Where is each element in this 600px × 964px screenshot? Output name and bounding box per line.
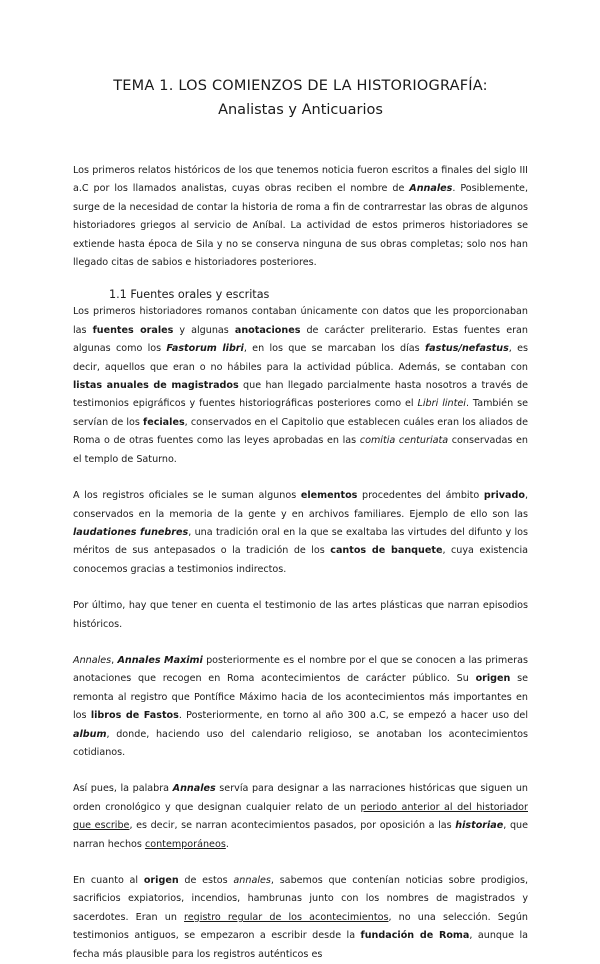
intro-paragraph: Los primeros relatos históricos de los que tenemos noticia fueron escritos a finales del siglo III a.C por los llamados analistas, cuyas obras reciben el nombre de Annales. Posiblemente, surge de la necesidad de contar la historia de roma a fin de contrarrestar las obras de algunos historiadores griegos al servicio de Aníbal. La actividad de estos primeros historiadores se extiende hasta época de Sila y no se conserva ninguna de sus obras completas; solo nos han llegado citas de sabios e historiadores posteriores. [73, 165, 528, 269]
paragraph-definicion: Así pues, la palabra Annales servía para designar a las narraciones históricas que siguen un orden cronológico y que designan cualquier relato de un periodo anterior al del historiador que escribe, es decir, se narran acontecimientos pasados, por oposición a las historiae, que narran hechos contemporáneos. [73, 783, 529, 850]
paragraph-origen: En cuanto al origen de estos annales, sabemos que contenían noticias sobre prodigios, sacrificios expiatorios, incendios, hambrunas junto con los nombres de magistrados y sacerdotes. Eran un registro regular de los acontecimientos, no una selección. Según testimonios antiguos, se empezaron a escribir desde la fundación de Roma, aunque la fecha más plausible para los registros auténticos es [73, 875, 529, 960]
paragraph-artes: Por último, hay que tener en cuenta el testimonio de las artes plásticas que narran episodios históricos. [73, 600, 528, 630]
paragraph-privados: A los registros oficiales se le suman algunos elementos procedentes del ámbito privado, conservados en la memoria de la gente y en archivos familiares. Ejemplo de ello son las laudationes funebres, una tradición oral en la que se exaltaba las virtudes del difunto y los méritos de sus antepasados o la tradición de los cantos de banquete, cuya existencia conocemos gracias a testimonios indirectos. [73, 490, 528, 575]
paragraph-annales-maximi: Annales, Annales Maximi posteriormente es el nombre por el que se conocen a las primeras anotaciones que recogen en Roma acontecimientos de carácter público. Su origen se remonta al registro que Pontífice Máximo hacia de los acontecimientos más importantes en los libros de Fastos. Posteriormente, en torno al año 300 a.C, se empezó a hacer uso del album, donde, haciendo uso del calendario religioso, se anotaban los acontecimientos cotidianos. [73, 654, 529, 758]
term-annales: Annales [409, 183, 453, 195]
page-title: TEMA 1. LOS COMIENZOS DE LA HISTORIOGRAFÍA: [113, 78, 488, 94]
page-subtitle: Analistas y Anticuarios [218, 102, 383, 118]
paragraph-fuentes: Los primeros historiadores romanos contaban únicamente con datos que les proporcionaban las fuentes orales y algunas anotaciones de carácter preliterario. Estas fuentes eran algunas como los Fastorum libri, en los que se marcaban los días fastus/nefastus, es decir, aquellos que eran o no hábiles para la actividad pública. Además, se contaban con listas anuales de magistrados que han llegado parcialmente hasta nosotros a través de testimonios epigráficos y fuentes historiográficas posteriores como el Libri lintei. También se servían de los feciales, conservados en el Capitolio que establecen cuáles eran los aliados de Roma o de otras fuentes como las leyes aprobadas en las comitia centuriata conservadas en el templo de Saturno. [73, 306, 529, 465]
section-heading: 1.1 Fuentes orales y escritas [109, 288, 270, 302]
